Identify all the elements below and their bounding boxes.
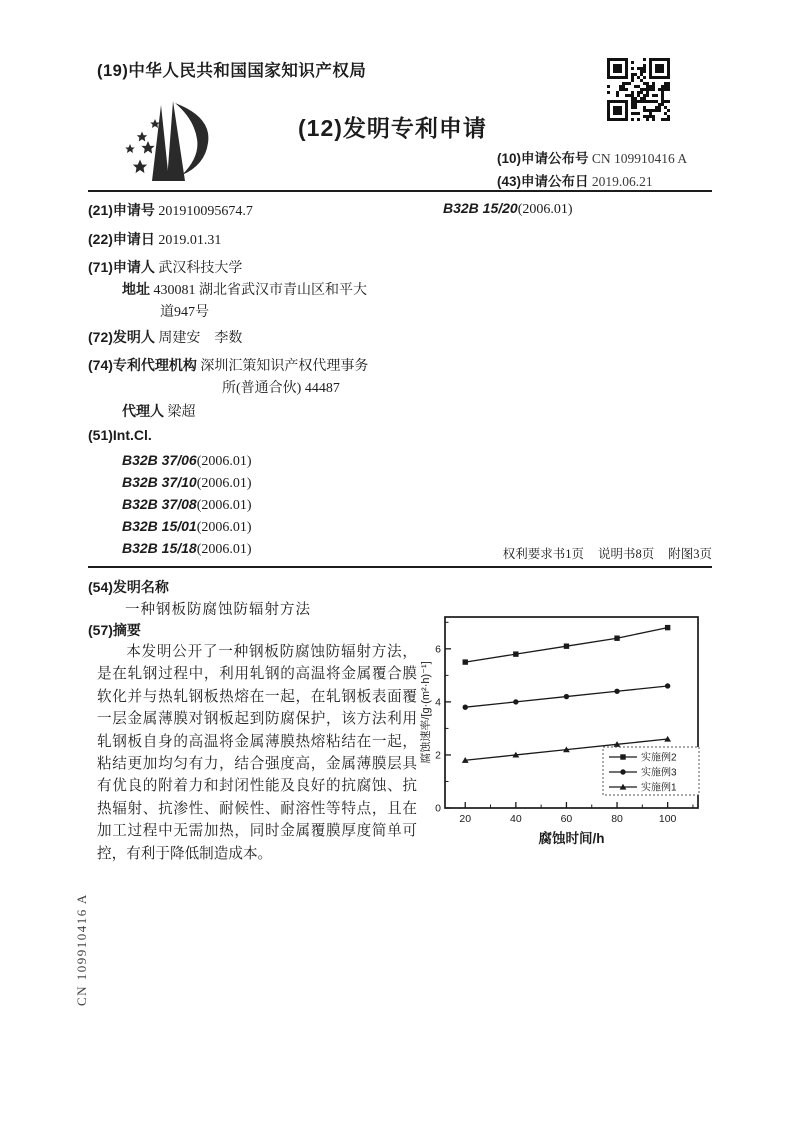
inventors-label: (72)发明人 (88, 329, 155, 345)
svg-text:2: 2 (435, 749, 441, 762)
ipc-item (122, 540, 252, 558)
svg-text:40: 40 (509, 813, 522, 825)
svg-text:实施例1: 实施例1 (641, 782, 677, 794)
inventors-value: 周建安 李数 (158, 331, 243, 346)
ipc-code: B32B 15/18 (122, 540, 197, 556)
applicant-value: 武汉科技大学 (158, 261, 243, 276)
ipc-code: B32B 37/10 (122, 474, 197, 490)
x-axis-label: 腐蚀时间/h (538, 831, 605, 846)
issuing-office: (19)中华人民共和国国家知识产权局 (97, 62, 367, 80)
series-实施例3 (463, 683, 671, 710)
figure-chart (420, 601, 720, 861)
body-divider (88, 566, 712, 568)
address-line1: 430081 湖北省武汉市青山区和平大 (153, 283, 367, 298)
svg-text:60: 60 (560, 813, 573, 825)
publication-number-label: (10)申请公布号 (497, 151, 589, 166)
publication-date-label: (43)申请公布日 (497, 174, 589, 189)
agency-row (88, 355, 368, 375)
invention-title: 一种钢板防腐蚀防辐射方法 (125, 602, 311, 618)
ipc-item (122, 474, 252, 492)
svg-text:实施例3: 实施例3 (641, 767, 677, 779)
svg-text:6: 6 (435, 643, 441, 656)
svg-text:0: 0 (435, 802, 441, 815)
claims-pages: 权利要求书1页 (502, 547, 584, 561)
ipc-code: B32B 15/20 (443, 200, 518, 216)
abstract-label: (57)摘要 (88, 622, 141, 638)
publication-number-line (497, 147, 687, 167)
svg-text:4: 4 (435, 696, 441, 709)
publication-date-line (497, 170, 653, 190)
ipc-version: (2006.01) (196, 454, 252, 469)
agency-line2: 所(普通合伙) 44487 (222, 381, 340, 396)
agency-label: (74)专利代理机构 (88, 357, 197, 373)
ipc-version: (2006.01) (196, 520, 252, 535)
ipc-code: B32B 15/01 (122, 518, 197, 534)
ipc-item (122, 452, 252, 470)
publication-number-value: CN 109910416 A (591, 151, 688, 166)
application-date-label: (22)申请日 (88, 231, 155, 247)
ipc-version: (2006.01) (196, 498, 252, 513)
ipc-item (122, 496, 252, 514)
svg-text:20: 20 (459, 813, 472, 825)
qr-code-icon (607, 58, 673, 129)
description-pages: 说明书8页 (597, 547, 655, 561)
ipc-item (122, 518, 252, 536)
applicant-row (88, 257, 242, 277)
publication-date-value: 2019.06.21 (591, 174, 653, 189)
drawings-pages: 附图3页 (668, 547, 712, 561)
cnipa-logo-icon (122, 93, 230, 190)
series-实施例2 (463, 625, 671, 665)
agent-value: 梁超 (167, 405, 196, 420)
inventors-row (88, 327, 242, 347)
address-line2: 道947号 (160, 305, 209, 320)
ipc-code: B32B 37/06 (122, 452, 197, 468)
application-number-row (88, 200, 253, 220)
ipc-version: (2006.01) (196, 476, 252, 491)
application-number-value: 201910095674.7 (158, 204, 253, 219)
application-number-label: (21)申请号 (88, 202, 155, 218)
application-date-row (88, 229, 221, 249)
ipc-version: (2006.01) (517, 202, 573, 217)
svg-text:80: 80 (611, 813, 623, 825)
address-row (122, 279, 367, 299)
pages-info (489, 544, 712, 562)
svg-text:实施例2: 实施例2 (641, 752, 677, 764)
chart-legend (603, 747, 699, 795)
agent-label: 代理人 (122, 403, 164, 419)
address-label: 地址 (122, 281, 150, 297)
application-date-value: 2019.01.31 (158, 233, 222, 248)
agent-row (122, 401, 196, 421)
svg-text:100: 100 (658, 813, 677, 825)
header-divider (88, 190, 712, 192)
ipc-code: B32B 37/08 (122, 496, 197, 512)
abstract-text: 本发明公开了一种钢板防腐蚀防辐射方法，是在轧钢过程中，利用轧钢的高温将金属覆合膜软化并与热轧钢板热熔在一起，在轧钢板表面覆一层金属薄膜对钢板起到防腐保护，该方法利用轧钢板自身的高温将金属薄膜热熔粘结在一起，粘结更加均匀有力，结合强度高，金属薄膜层具有优良的附着力和封闭性能及良好的抗腐蚀、抗热辐射、抗渗性、耐候性、耐溶性等特点，且在加工过程中无需加热，同时金属覆膜厚度简单可控，有利于降低制造成本。 (97, 644, 417, 862)
classification-top-right (443, 200, 573, 218)
y-axis-label: 腐蚀速率/[g·(m²·h)⁻¹] (420, 661, 432, 764)
agency-line1: 深圳汇策知识产权代理事务 (200, 359, 369, 374)
document-type-title: (12)发明专利申请 (298, 115, 487, 141)
sidebar-publication-number: CN 109910416 A (74, 893, 89, 1006)
invention-title-label: (54)发明名称 (88, 579, 169, 595)
applicant-label: (71)申请人 (88, 259, 155, 275)
ipc-version: (2006.01) (196, 542, 252, 557)
intcl-label: (51)Int.Cl. (88, 427, 152, 443)
chart-axes (420, 617, 698, 846)
